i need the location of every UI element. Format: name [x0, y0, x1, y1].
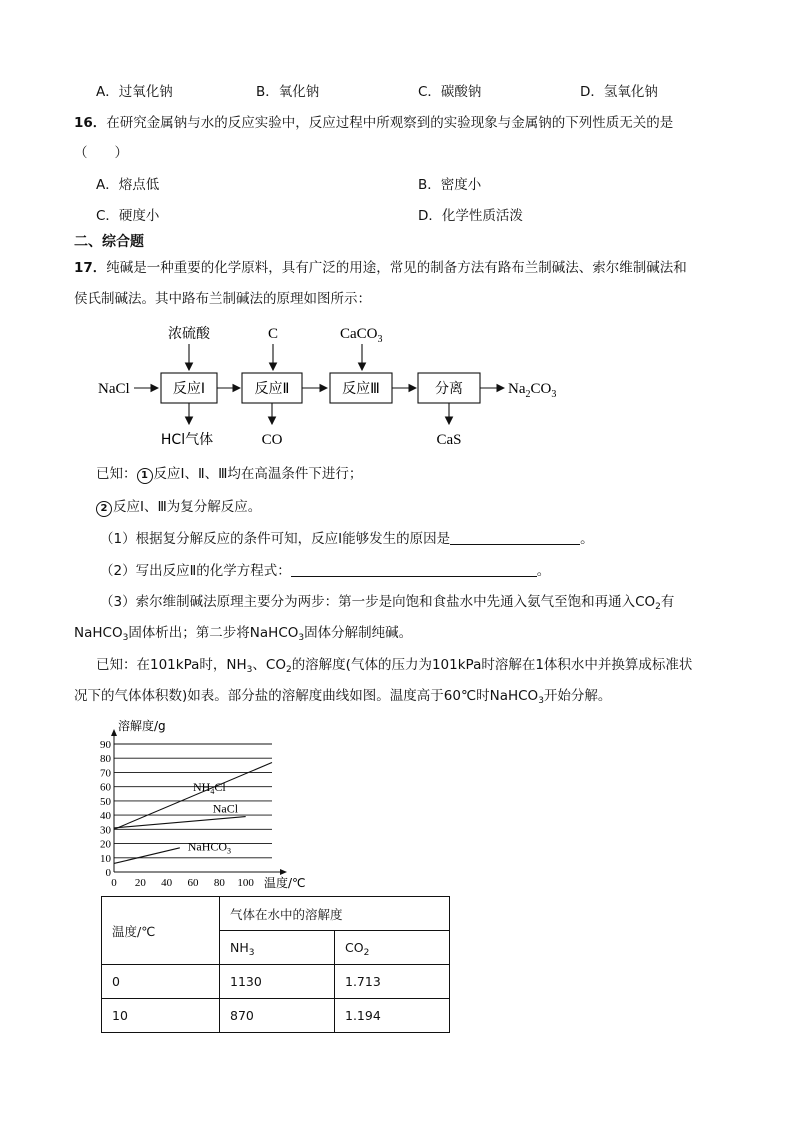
- byproduct-1: HCl气体: [160, 432, 214, 448]
- option-a: A．过氧化钠: [96, 84, 173, 100]
- x-axis-arrow: [280, 869, 287, 875]
- y-tick-label: 20: [100, 838, 111, 851]
- question-17: [74, 258, 687, 278]
- subquestion-2: （2）写出反应Ⅱ的化学方程式： 。: [100, 563, 551, 579]
- byproduct-3: CaS: [436, 432, 462, 448]
- subquestion-1: （1）根据复分解反应的条件可知，反应Ⅰ能够发生的原因是 。: [100, 531, 594, 547]
- known-1: 已知： 1 反应Ⅰ、Ⅱ、Ⅲ均在高温条件下进行；: [96, 466, 363, 482]
- answer-paren: （ ）: [74, 145, 128, 161]
- y-tick-label: 60: [100, 781, 111, 794]
- question-number: 16．: [74, 115, 107, 131]
- subquestion-3-cont: NaHCO$_3$固体析出；第二步将NaHCO$_3$固体分解制纯碱。: [74, 625, 413, 643]
- circle-number-icon: 1: [137, 468, 153, 484]
- option-d: D．氢氧化钠: [580, 84, 658, 100]
- question-16: [74, 113, 673, 133]
- separation-label: 分离: [435, 381, 463, 397]
- y-axis-label: 溶解度/g: [118, 719, 166, 733]
- reaction-3-label: 反应Ⅲ: [342, 381, 380, 397]
- known-3-cont: 况下的气体体积数)如表。部分盐的溶解度曲线如图。温度高于60℃时NaHCO$_3$开始分解。: [74, 688, 612, 706]
- section-heading: 二、综合题: [74, 234, 144, 250]
- reagent-3: CaCO$_3$: [340, 326, 383, 345]
- question-text: 纯碱是一种重要的化学原料，具有广泛的用途，常见的制备方法有路布兰制碱法、索尔维制碱法和: [106, 260, 687, 276]
- option-d: D．化学性质活泼: [418, 208, 523, 224]
- option-a: A．熔点低: [96, 177, 160, 193]
- reagent-1: 浓硫酸: [168, 326, 210, 342]
- y-tick-label: 90: [100, 739, 111, 751]
- y-tick-label: 10: [100, 852, 111, 865]
- reaction-2-label: 反应Ⅱ: [254, 381, 290, 397]
- gas-solubility-table: [101, 896, 450, 1033]
- question-text-cont: 侯氏制碱法。其中路布兰制碱法的原理如图所示：: [74, 291, 371, 307]
- x-tick-label: 40: [161, 877, 173, 889]
- answer-blank[interactable]: [450, 530, 580, 545]
- x-tick-label: 100: [237, 877, 254, 889]
- process-flow-diagram: [90, 318, 580, 452]
- series-line-nacl: [114, 817, 246, 828]
- series-label-nh4cl: $NH_4Cl$: [193, 779, 226, 796]
- cell-co2: 1.713: [335, 965, 450, 999]
- solubility-chart: [84, 712, 344, 892]
- y-axis-arrow: [111, 729, 117, 736]
- known-2: 2 反应Ⅰ、Ⅲ为复分解反应。: [96, 497, 261, 517]
- table-row: [102, 965, 450, 999]
- x-tick-label: 0: [111, 877, 117, 889]
- header-nh3: $NH_3$: [220, 931, 335, 965]
- cell-nh3: 870: [220, 999, 335, 1033]
- cell-nh3: 1130: [220, 965, 335, 999]
- table-row: [102, 999, 450, 1033]
- header-gas-solubility: 气体在水中的溶解度: [220, 897, 450, 931]
- x-tick-label: 20: [134, 877, 146, 889]
- cell-temp: 0: [102, 965, 220, 999]
- option-c: C．硬度小: [96, 208, 160, 224]
- x-tick-label: 80: [213, 877, 225, 889]
- cell-co2: 1.194: [335, 999, 450, 1033]
- y-tick-label: 30: [100, 824, 111, 837]
- reagent-2: C: [267, 326, 279, 342]
- series-line-nahco3: [114, 848, 180, 864]
- cell-temp: 10: [102, 999, 220, 1033]
- table-header-row: [102, 897, 450, 931]
- option-c: C．碳酸钠: [418, 84, 482, 100]
- byproduct-2: CO: [261, 432, 283, 448]
- y-tick-label: 70: [100, 767, 111, 780]
- series-label-nahco3: NaHCO$_3$: [187, 839, 232, 856]
- subquestion-3: （3）索尔维制碱法原理主要分为两步：第一步是向饱和食盐水中先通入氨气至饱和再通入$CO_2$有: [100, 594, 675, 612]
- header-temperature: 温度/℃: [102, 897, 220, 965]
- circle-number-icon: 2: [96, 501, 112, 517]
- option-b: B．密度小: [418, 177, 482, 193]
- option-b: B．氧化钠: [256, 84, 320, 100]
- header-co2: $CO_2$: [335, 931, 450, 965]
- y-tick-label: 40: [100, 810, 111, 823]
- y-tick-label: 50: [100, 795, 111, 808]
- series-label-nacl: NaCl: [212, 801, 239, 816]
- flow-product: $Na_2CO_3$: [508, 381, 557, 400]
- flow-input: NaCl: [98, 381, 130, 397]
- x-tick-label: 60: [187, 877, 199, 889]
- known-3: 已知：在101kPa时，$NH_3$、$CO_2$的溶解度(气体的压力为101kPa时溶解在1体积水中并换算成标准状: [96, 657, 693, 675]
- reaction-1-label: 反应Ⅰ: [172, 381, 206, 397]
- x-axis-label: 温度/℃: [264, 876, 306, 890]
- y-tick-label: 80: [100, 753, 111, 766]
- answer-blank[interactable]: [291, 562, 537, 577]
- question-number: 17．: [74, 260, 107, 276]
- question-text: 在研究金属钠与水的反应实验中，反应过程中所观察到的实验现象与金属钠的下列性质无关的是: [106, 115, 674, 131]
- y-tick-label: 0: [105, 867, 111, 879]
